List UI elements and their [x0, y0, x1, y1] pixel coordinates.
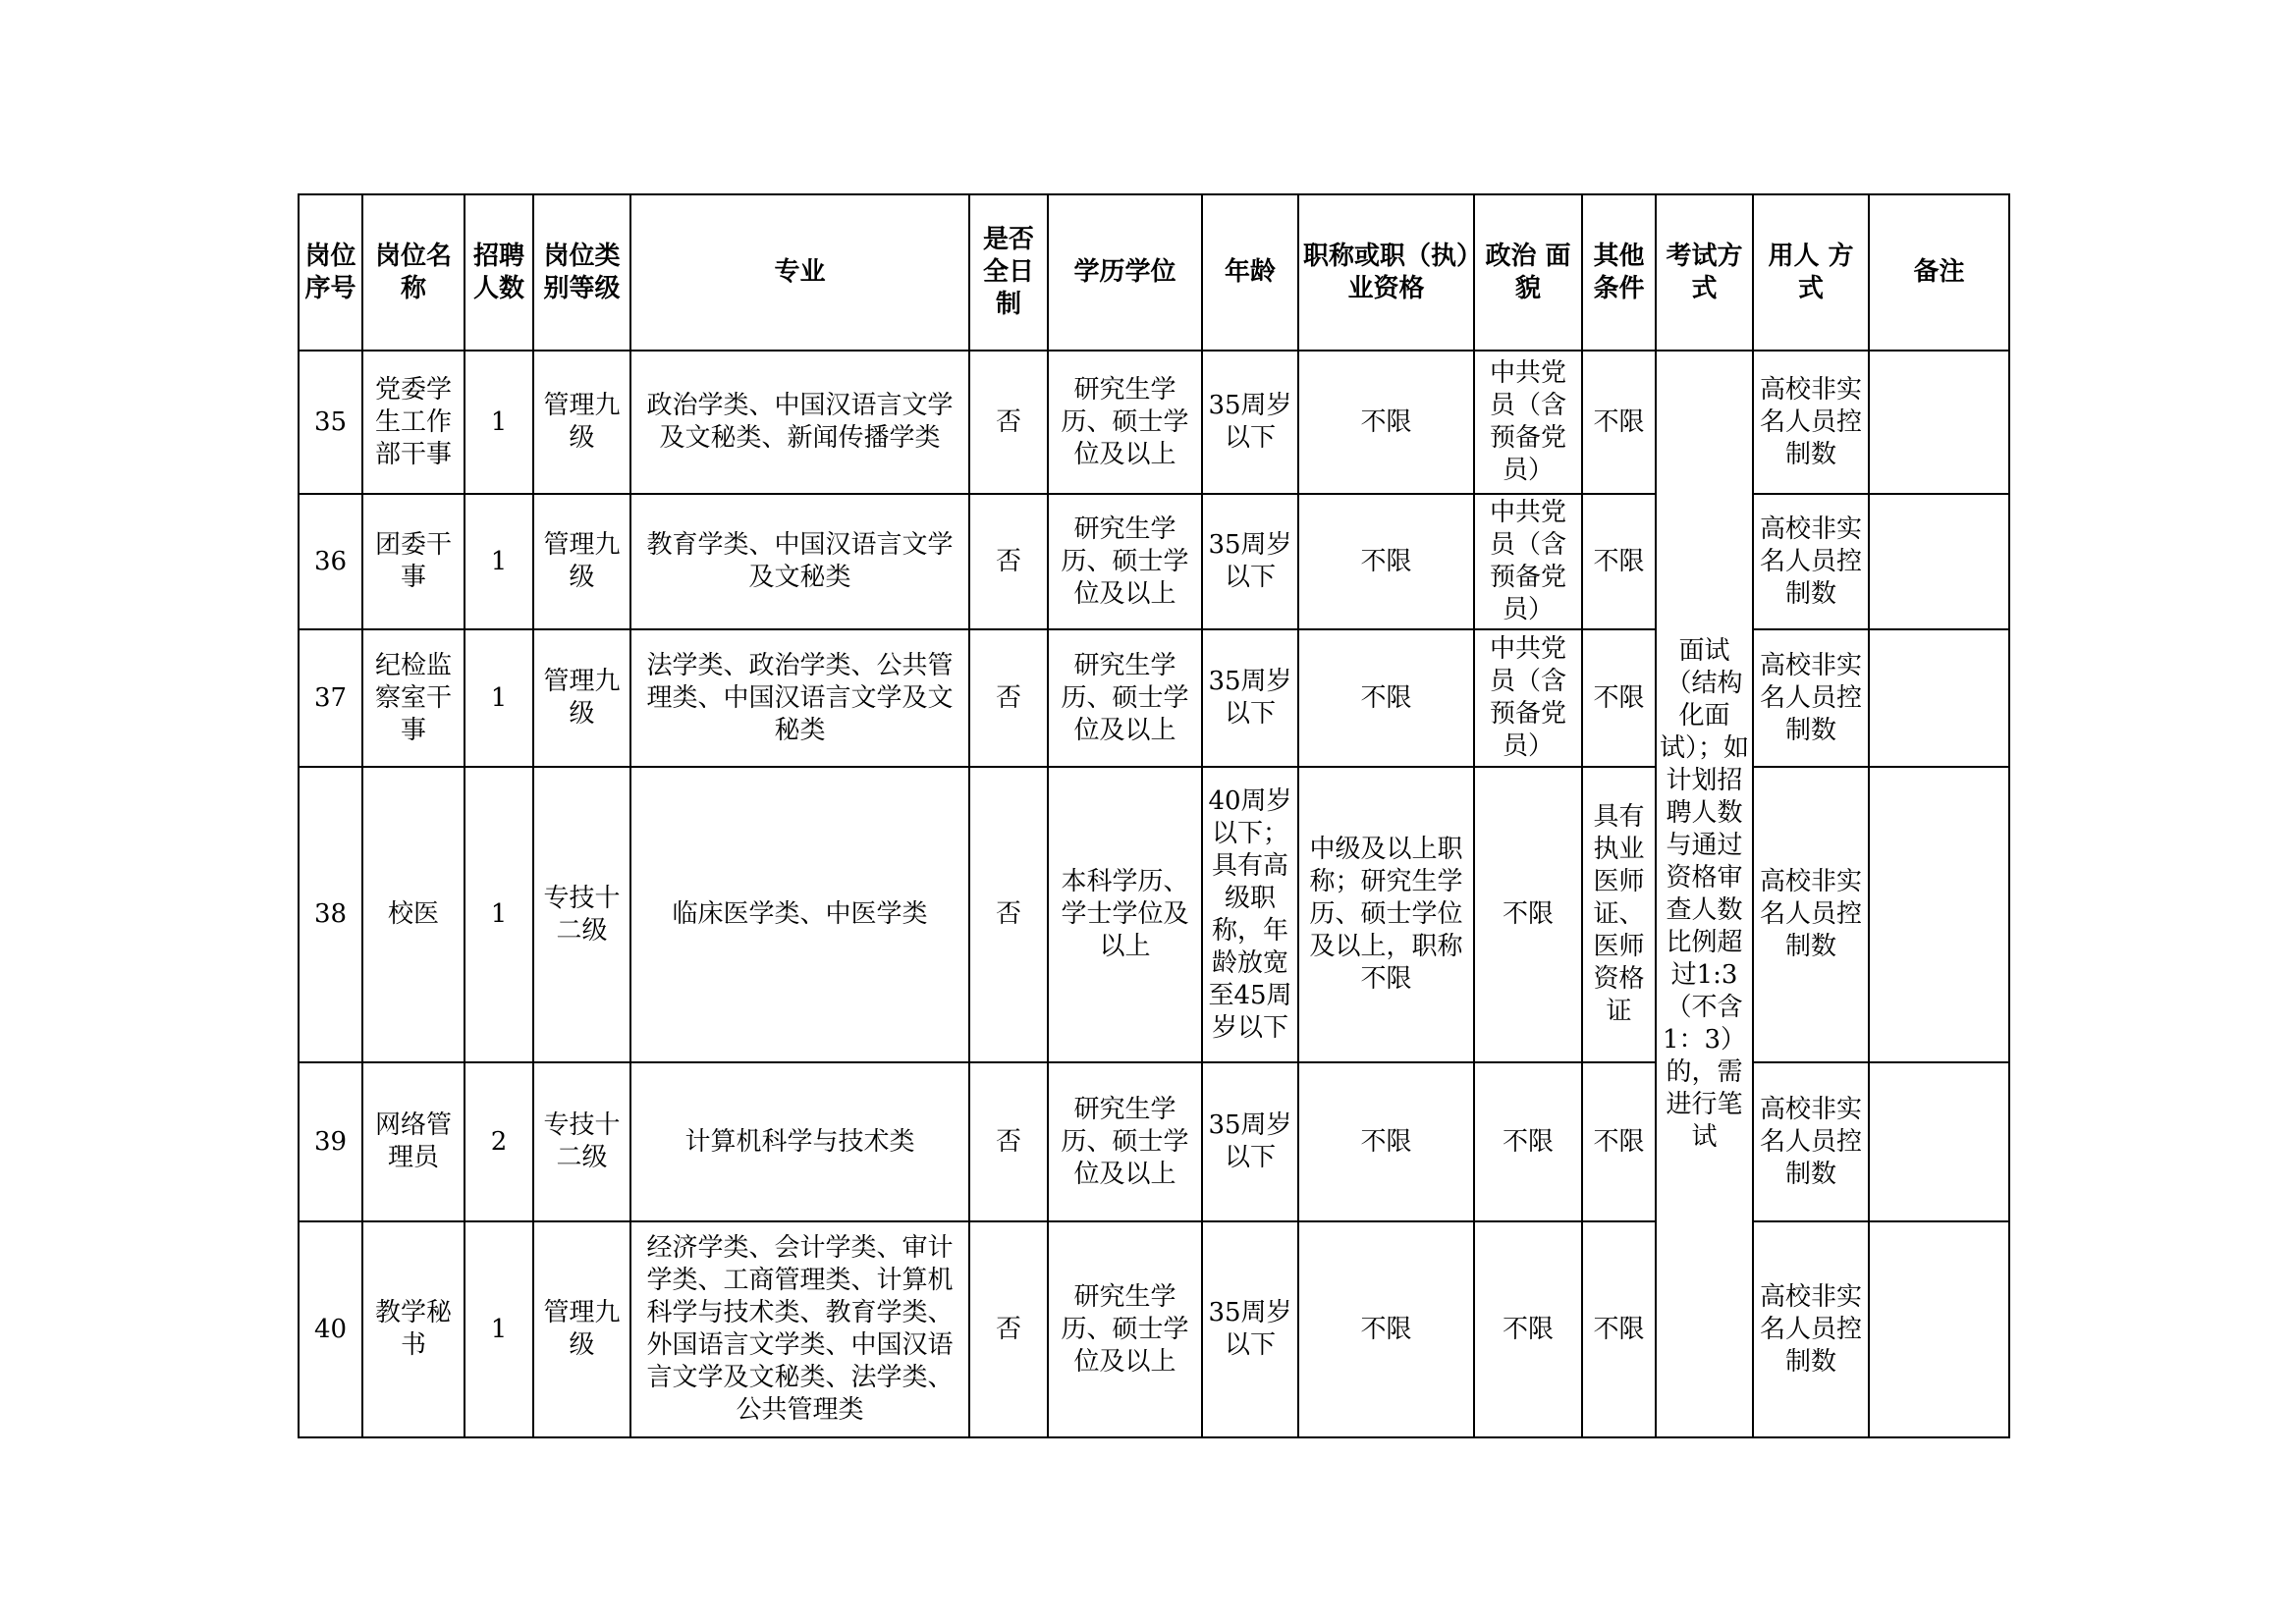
cell-name: 校医	[362, 767, 465, 1062]
cell-seq: 39	[299, 1062, 362, 1221]
cell-employ: 高校非实名人员控制数	[1753, 629, 1869, 767]
cell-fulltime: 否	[969, 1062, 1048, 1221]
cell-other: 具有执业医师证、医师资格证	[1582, 767, 1656, 1062]
cell-age: 35周岁以下	[1202, 1062, 1298, 1221]
cell-other: 不限	[1582, 1221, 1656, 1437]
header-count: 招聘人数	[465, 194, 533, 351]
cell-employ: 高校非实名人员控制数	[1753, 1062, 1869, 1221]
cell-category: 专技十二级	[533, 1062, 630, 1221]
cell-major: 临床医学类、中医学类	[630, 767, 969, 1062]
cell-major: 经济学类、会计学类、审计学类、工商管理类、计算机科学与技术类、教育学类、外国语言文学类、中国汉语言文学及文秘类、法学类、公共管理类	[630, 1221, 969, 1437]
cell-remark	[1869, 1221, 2009, 1437]
cell-employ: 高校非实名人员控制数	[1753, 494, 1869, 629]
cell-title: 中级及以上职称；研究生学历、硕士学位及以上，职称不限	[1298, 767, 1474, 1062]
cell-remark	[1869, 767, 2009, 1062]
cell-age: 40周岁以下；具有高级职称，年龄放宽至45周岁以下	[1202, 767, 1298, 1062]
cell-political: 不限	[1474, 1221, 1582, 1437]
cell-education: 研究生学历、硕士学位及以上	[1048, 351, 1202, 494]
cell-name: 纪检监察室干事	[362, 629, 465, 767]
cell-other: 不限	[1582, 494, 1656, 629]
cell-title: 不限	[1298, 1062, 1474, 1221]
table-row	[299, 767, 2009, 1062]
cell-employ: 高校非实名人员控制数	[1753, 1221, 1869, 1437]
cell-count: 1	[465, 629, 533, 767]
table-row	[299, 1221, 2009, 1437]
cell-education: 研究生学历、硕士学位及以上	[1048, 629, 1202, 767]
cell-category: 管理九级	[533, 629, 630, 767]
cell-employ: 高校非实名人员控制数	[1753, 767, 1869, 1062]
table-row	[299, 494, 2009, 629]
header-education: 学历学位	[1048, 194, 1202, 351]
cell-seq: 36	[299, 494, 362, 629]
cell-age: 35周岁以下	[1202, 494, 1298, 629]
header-remark: 备注	[1869, 194, 2009, 351]
cell-major: 法学类、政治学类、公共管理类、中国汉语言文学及文秘类	[630, 629, 969, 767]
table-row	[299, 629, 2009, 767]
cell-fulltime: 否	[969, 767, 1048, 1062]
table-row	[299, 1062, 2009, 1221]
header-age: 年龄	[1202, 194, 1298, 351]
cell-fulltime: 否	[969, 1221, 1048, 1437]
header-fulltime: 是否全日制	[969, 194, 1048, 351]
cell-education: 研究生学历、硕士学位及以上	[1048, 494, 1202, 629]
cell-political: 不限	[1474, 1062, 1582, 1221]
cell-seq: 37	[299, 629, 362, 767]
cell-major: 教育学类、中国汉语言文学及文秘类	[630, 494, 969, 629]
header-major: 专业	[630, 194, 969, 351]
cell-fulltime: 否	[969, 351, 1048, 494]
cell-category: 管理九级	[533, 494, 630, 629]
cell-category: 专技十二级	[533, 767, 630, 1062]
cell-remark	[1869, 494, 2009, 629]
header-title: 职称或职（执）业资格	[1298, 194, 1474, 351]
header-employ: 用人 方式	[1753, 194, 1869, 351]
cell-seq: 38	[299, 767, 362, 1062]
cell-name: 党委学生工作部干事	[362, 351, 465, 494]
cell-name: 团委干事	[362, 494, 465, 629]
cell-title: 不限	[1298, 351, 1474, 494]
cell-title: 不限	[1298, 1221, 1474, 1437]
header-political: 政治 面貌	[1474, 194, 1582, 351]
cell-seq: 35	[299, 351, 362, 494]
recruitment-table	[298, 193, 2010, 1438]
header-name: 岗位名称	[362, 194, 465, 351]
cell-count: 1	[465, 351, 533, 494]
cell-other: 不限	[1582, 351, 1656, 494]
cell-education: 本科学历、学士学位及以上	[1048, 767, 1202, 1062]
cell-political: 中共党员（含预备党员）	[1474, 351, 1582, 494]
table-header-row	[299, 194, 2009, 351]
cell-count: 1	[465, 767, 533, 1062]
cell-age: 35周岁以下	[1202, 351, 1298, 494]
cell-count: 1	[465, 494, 533, 629]
cell-title: 不限	[1298, 629, 1474, 767]
cell-remark	[1869, 1062, 2009, 1221]
header-category: 岗位类别等级	[533, 194, 630, 351]
cell-political: 中共党员（含预备党员）	[1474, 494, 1582, 629]
cell-major: 政治学类、中国汉语言文学及文秘类、新闻传播学类	[630, 351, 969, 494]
table-row	[299, 351, 2009, 494]
cell-political: 中共党员（含预备党员）	[1474, 629, 1582, 767]
cell-age: 35周岁以下	[1202, 629, 1298, 767]
cell-remark	[1869, 629, 2009, 767]
header-exam: 考试方式	[1656, 194, 1753, 351]
cell-count: 1	[465, 1221, 533, 1437]
cell-fulltime: 否	[969, 494, 1048, 629]
cell-major: 计算机科学与技术类	[630, 1062, 969, 1221]
header-seq: 岗位序号	[299, 194, 362, 351]
cell-employ: 高校非实名人员控制数	[1753, 351, 1869, 494]
cell-age: 35周岁以下	[1202, 1221, 1298, 1437]
cell-education: 研究生学历、硕士学位及以上	[1048, 1062, 1202, 1221]
cell-name: 网络管理员	[362, 1062, 465, 1221]
cell-political: 不限	[1474, 767, 1582, 1062]
cell-category: 管理九级	[533, 1221, 630, 1437]
cell-education: 研究生学历、硕士学位及以上	[1048, 1221, 1202, 1437]
cell-remark	[1869, 351, 2009, 494]
cell-seq: 40	[299, 1221, 362, 1437]
cell-name: 教学秘书	[362, 1221, 465, 1437]
cell-fulltime: 否	[969, 629, 1048, 767]
cell-count: 2	[465, 1062, 533, 1221]
cell-other: 不限	[1582, 629, 1656, 767]
cell-category: 管理九级	[533, 351, 630, 494]
cell-other: 不限	[1582, 1062, 1656, 1221]
cell-title: 不限	[1298, 494, 1474, 629]
cell-exam-method: 面试（结构化面试）；如计划招聘人数与通过资格审查人数比例超过1:3（不含1：3）的，需进行笔试	[1656, 351, 1753, 1437]
header-other: 其他条件	[1582, 194, 1656, 351]
